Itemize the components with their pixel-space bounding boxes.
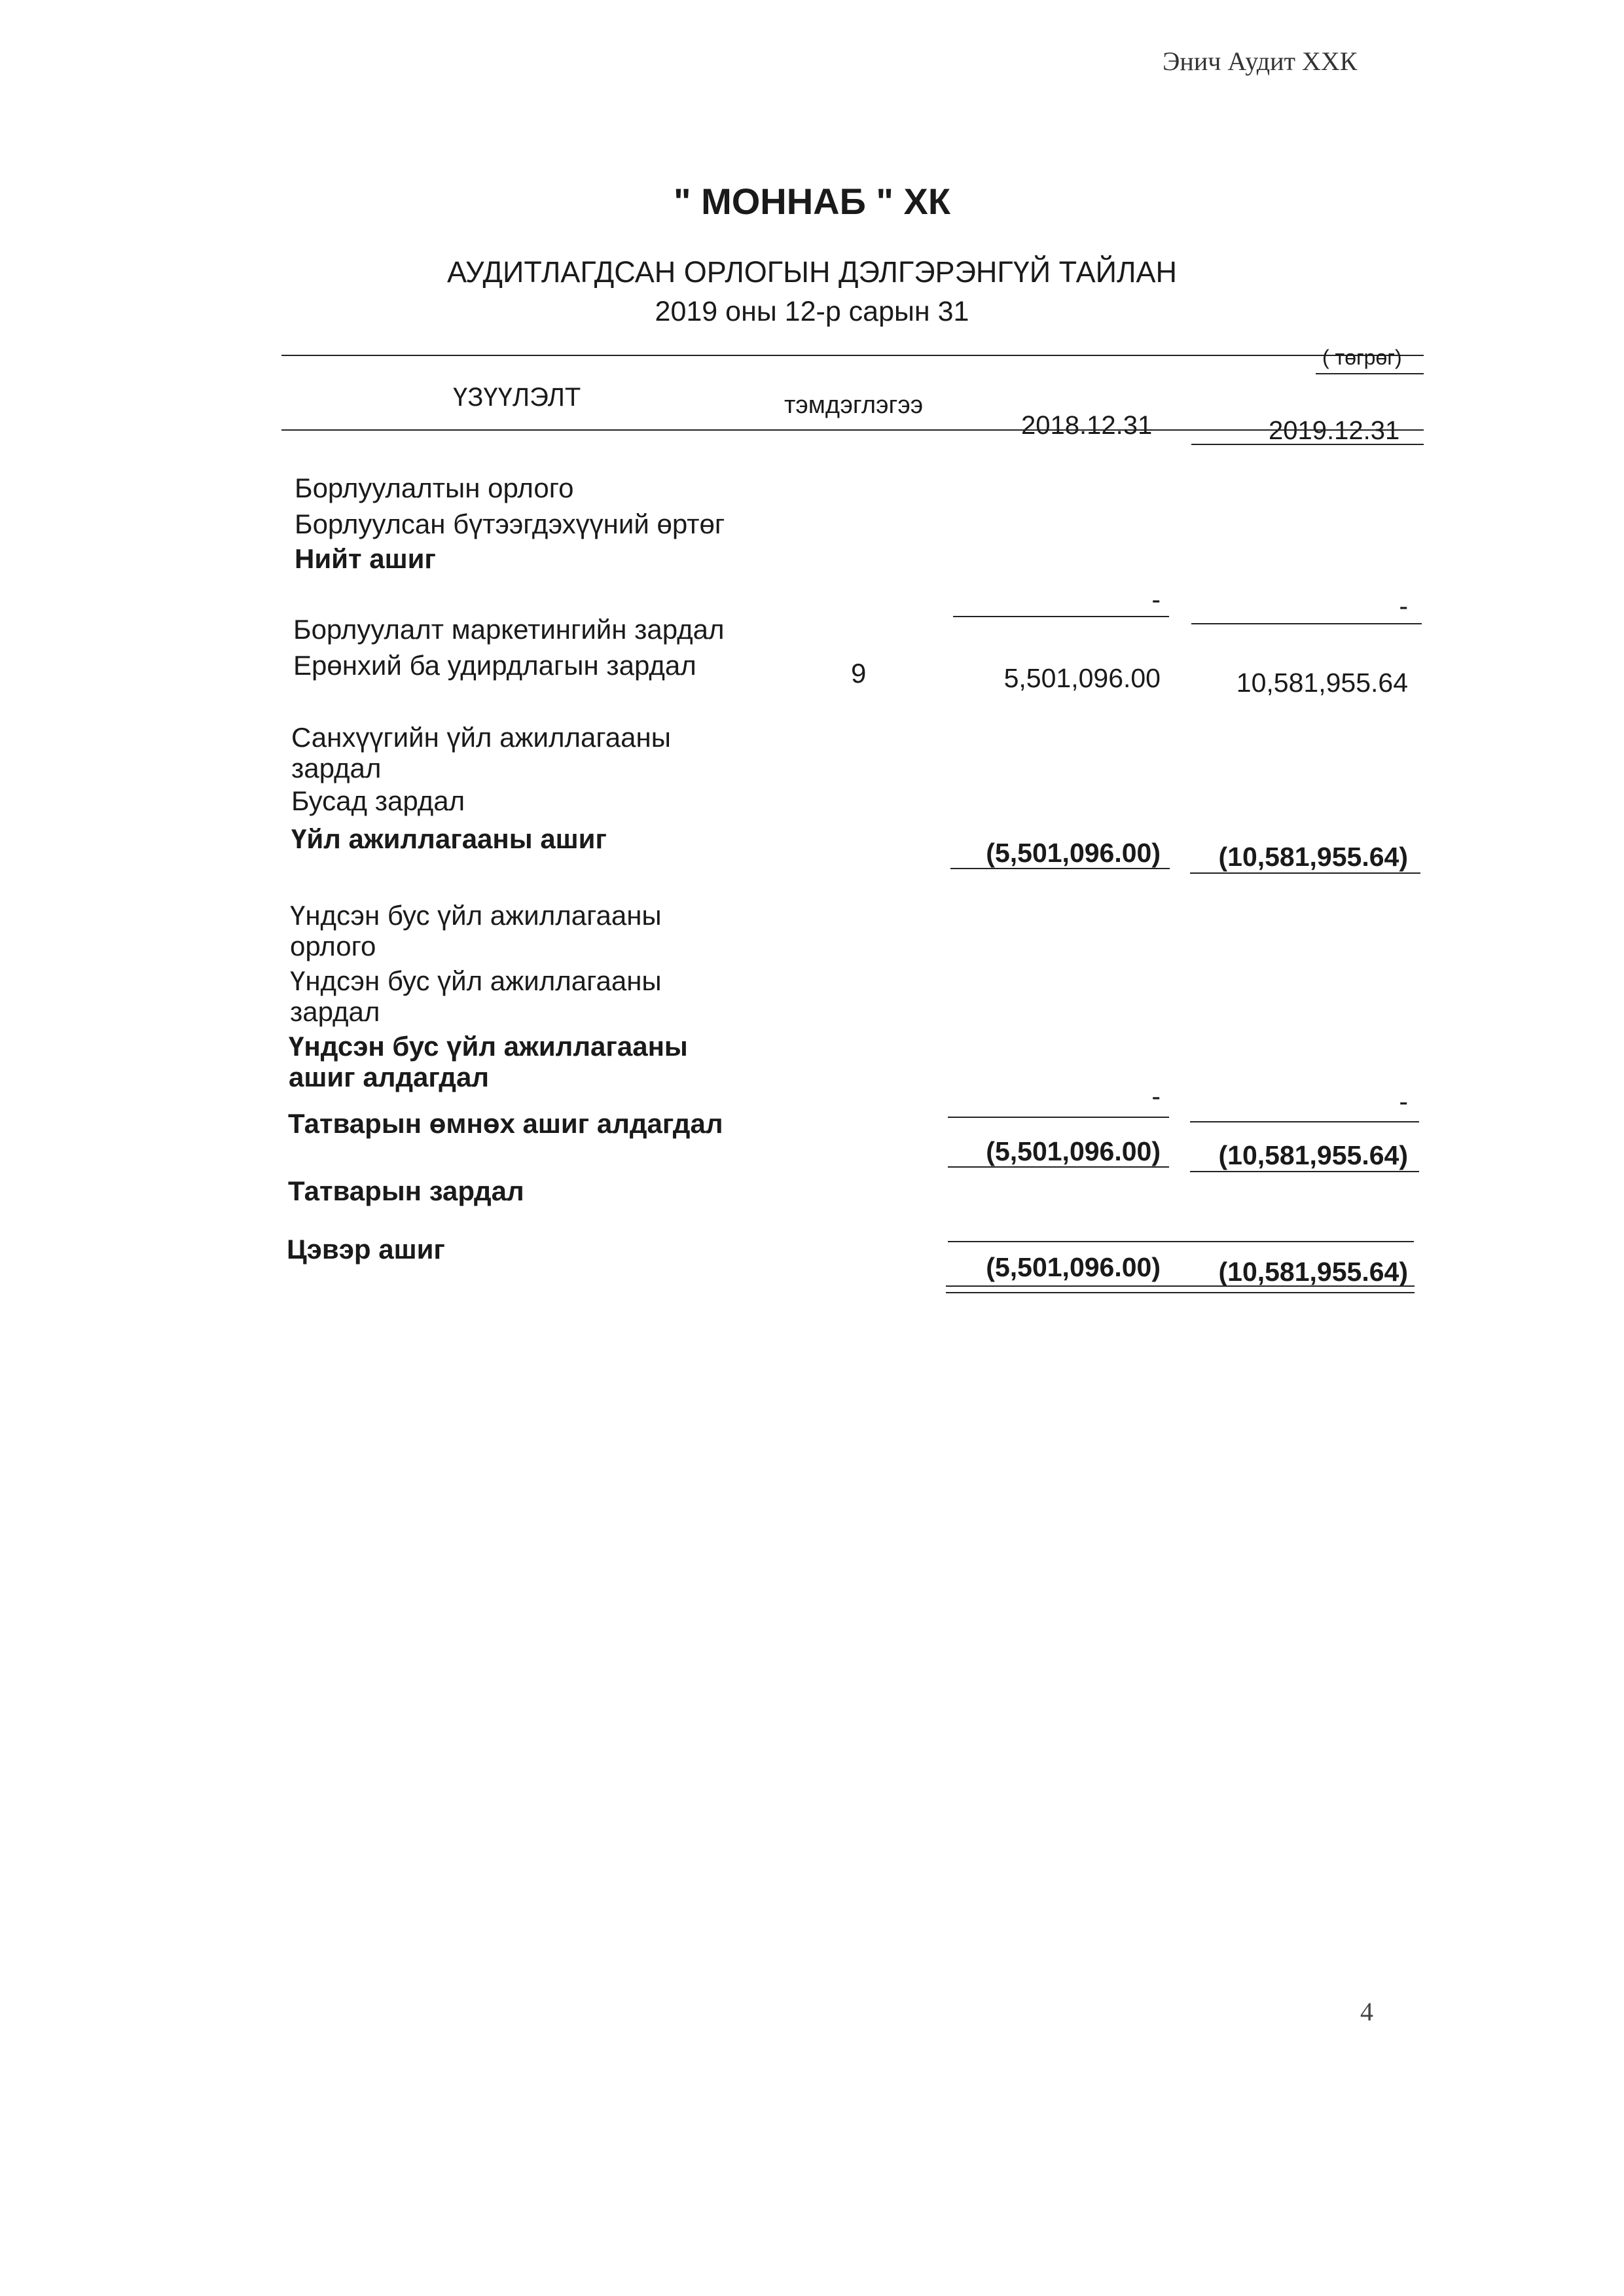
unit-underline: [1316, 373, 1424, 374]
net-profit-2019: (10,581,955.64): [1218, 1257, 1408, 1287]
gross-profit-2018: -: [1151, 584, 1161, 615]
nonop-result-2018: -: [1151, 1081, 1161, 1111]
row-sales-revenue: Борлуулалтын орлого: [295, 473, 574, 503]
admin-expense-2019: 10,581,955.64: [1236, 668, 1408, 698]
net-profit-2018: (5,501,096.00): [986, 1252, 1161, 1282]
row-cogs: Борлуулсан бүтээгдэхүүний өртөг: [295, 509, 725, 539]
row-finance-expense: Санхүүгийн үйл ажиллагааны: [291, 722, 671, 753]
operating-profit-2019-underline: [1190, 872, 1420, 874]
gross-profit-2019: -: [1399, 591, 1408, 621]
column-header-2019: 2019.12.31: [1269, 416, 1400, 445]
admin-expense-2018: 5,501,096.00: [1003, 663, 1161, 693]
report-period: 2019 оны 12-р сарын 31: [655, 296, 969, 327]
page-number: 4: [1360, 1997, 1373, 2026]
nonop-result-2019: -: [1399, 1086, 1408, 1117]
row-nonop-result: Үндсэн бус үйл ажиллагааны: [289, 1031, 688, 1062]
table-header-rule: [281, 429, 1424, 431]
pretax-profit-2018: (5,501,096.00): [986, 1136, 1161, 1166]
column-header-note: тэмдэглэгээ: [784, 391, 924, 419]
pretax-2019-underline: [1190, 1171, 1419, 1172]
gross-profit-2018-underline: [953, 616, 1169, 617]
row-gross-profit: Нийт ашиг: [295, 543, 436, 574]
row-admin-expense: Ерөнхий ба удирдлагын зардал: [293, 650, 696, 681]
pretax-profit-2019: (10,581,955.64): [1218, 1140, 1408, 1170]
column-header-item: ҮЗҮҮЛЭЛТ: [453, 383, 581, 412]
report-title: АУДИТЛАГДСАН ОРЛОГЫН ДЭЛГЭРЭНГҮЙ ТАЙЛАН: [446, 255, 1178, 289]
row-net-profit: Цэвэр ашиг: [287, 1234, 445, 1265]
row-other-expense: Бусад зардал: [291, 785, 465, 816]
row-nonop-income-cont: орлого: [290, 931, 376, 961]
row-nonop-result-cont: ашиг алдагдал: [289, 1062, 489, 1092]
row-tax-expense: Татварын зардал: [288, 1175, 524, 1206]
company-title: " МОННАБ " ХК: [673, 181, 951, 222]
operating-profit-2018-underline: [950, 868, 1170, 869]
currency-unit: ( төгрөг): [1322, 346, 1402, 369]
operating-profit-2019: (10,581,955.64): [1218, 842, 1408, 872]
column-header-2018: 2018.12.31: [1021, 411, 1153, 440]
pretax-2018-underline: [948, 1166, 1169, 1168]
table-top-rule: [281, 355, 1424, 356]
admin-expense-note: 9: [851, 658, 867, 689]
operating-profit-2018: (5,501,096.00): [986, 838, 1161, 868]
nonop-2019-underline: [1190, 1121, 1419, 1122]
row-nonop-income: Үндсэн бус үйл ажиллагааны: [290, 900, 662, 931]
row-operating-profit: Үйл ажиллагааны ашиг: [291, 823, 607, 854]
row-finance-expense-cont: зардал: [291, 753, 382, 783]
nonop-2018-underline: [948, 1117, 1169, 1118]
row-pretax-profit: Татварын өмнөх ашиг алдагдал: [288, 1108, 723, 1139]
net-profit-double-underline: [946, 1285, 1415, 1293]
auditor-name: Энич Аудит ХХК: [1163, 46, 1358, 76]
tax-expense-underline: [948, 1241, 1414, 1242]
header-2019-rule: [1191, 444, 1424, 445]
row-selling-expense: Борлуулалт маркетингийн зардал: [293, 614, 725, 645]
row-nonop-expense-cont: зардал: [290, 996, 380, 1027]
row-nonop-expense: Үндсэн бус үйл ажиллагааны: [290, 965, 662, 996]
gross-profit-2019-underline: [1191, 623, 1422, 624]
